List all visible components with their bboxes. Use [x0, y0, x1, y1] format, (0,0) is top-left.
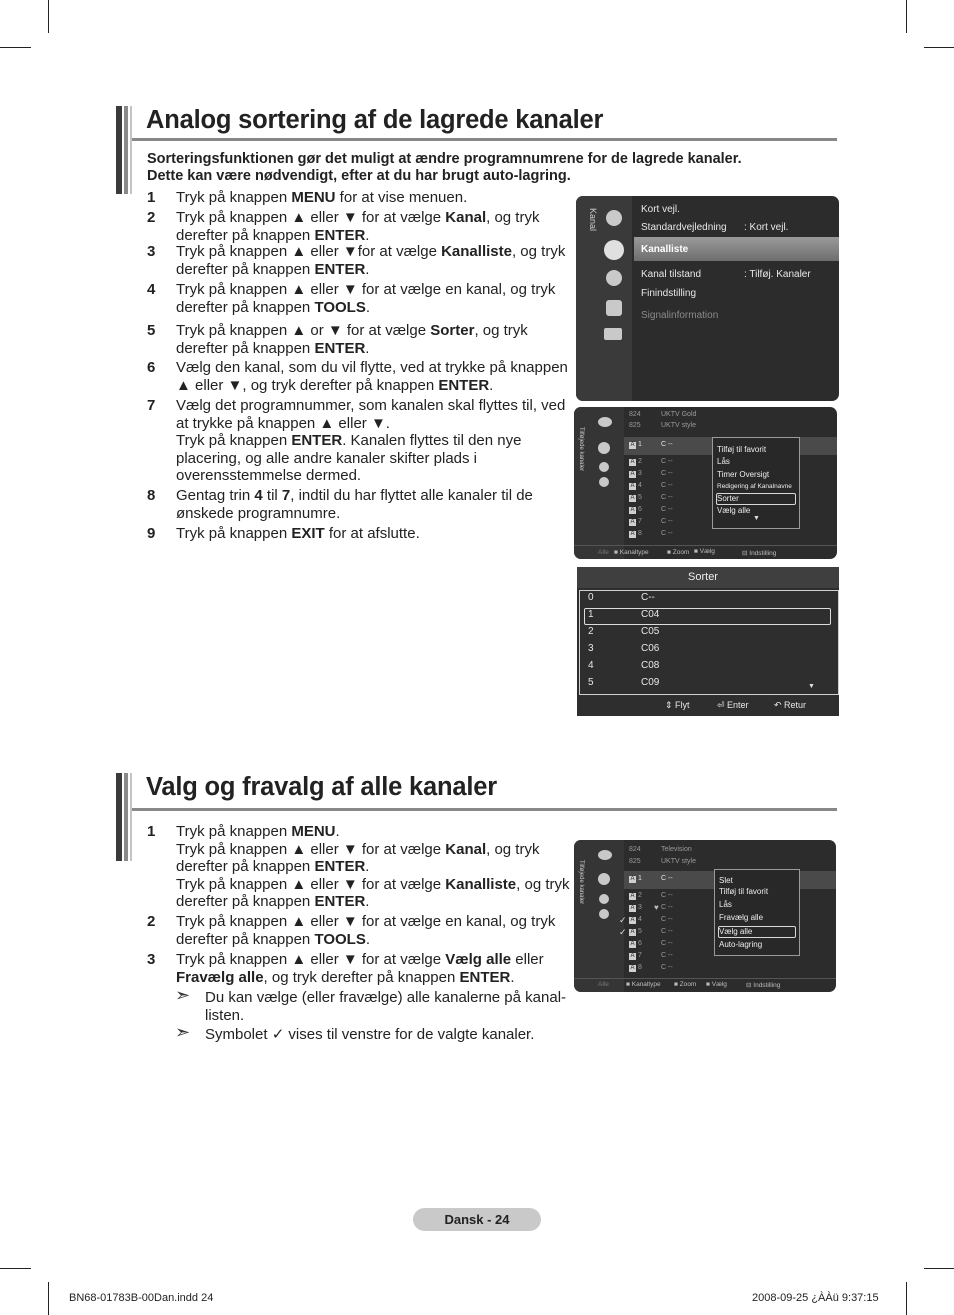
row-number: 4: [638, 482, 642, 489]
scroll-down-icon[interactable]: ▼: [808, 683, 815, 690]
intro-text: Sorteringsfunktionen gør det muligt at ændre programnumrene for de lagrede kanaler.: [147, 151, 742, 167]
row-channel[interactable]: C --: [661, 892, 673, 899]
sort-row-number: 1: [588, 609, 594, 620]
section-rule: [132, 138, 837, 141]
tools-item[interactable]: Lås: [719, 900, 732, 909]
all-channels-icon: [598, 850, 612, 860]
sort-selection: [584, 608, 831, 625]
menu-item-value: : Kort vejl.: [744, 222, 789, 233]
intro-text: Dette kan være nødvendigt, efter at du har brugt auto-lagring.: [147, 168, 571, 184]
input-icon: [606, 300, 622, 316]
tools-item[interactable]: Lås: [717, 457, 730, 466]
channel-icon: [604, 240, 624, 260]
analog-badge: A: [630, 495, 635, 501]
analog-badge: A: [630, 917, 635, 923]
check-icon: ✓: [619, 927, 627, 937]
analog-badge: A: [630, 519, 635, 525]
crop-mark: [924, 47, 954, 48]
sort-row-channel[interactable]: C05: [641, 626, 660, 637]
sort-row-channel[interactable]: C09: [641, 677, 660, 688]
crop-mark: [906, 0, 907, 33]
footer-label: ■ Kanaltype: [626, 981, 661, 988]
channel-name: UKTV Gold: [661, 411, 697, 418]
menu-item[interactable]: Kort vejl.: [641, 204, 680, 215]
picture-icon: [606, 210, 622, 226]
setup-icon: [606, 270, 622, 286]
analog-badge: A: [630, 893, 635, 899]
sort-row-channel[interactable]: C08: [641, 660, 660, 671]
list-category-label: Tilføjede kanaler: [578, 860, 584, 905]
menu-sidebar: [576, 196, 632, 401]
row-channel[interactable]: C --: [661, 964, 673, 971]
row-channel[interactable]: C --: [661, 441, 673, 448]
channel-number: 824: [629, 411, 641, 418]
sort-row-number: 5: [588, 677, 594, 688]
all-channels-icon: [598, 417, 612, 427]
footer-label: ■ Kanaltype: [614, 549, 649, 556]
row-channel[interactable]: C --: [661, 506, 673, 513]
added-channels-icon: [598, 442, 610, 454]
crop-mark: [48, 0, 49, 33]
row-channel[interactable]: C --: [661, 458, 673, 465]
tools-item[interactable]: Slet: [719, 876, 733, 885]
check-icon: ✓: [619, 915, 627, 925]
footer-label: ■ Vælg: [694, 548, 715, 555]
tools-item[interactable]: Vælg alle: [717, 506, 751, 515]
row-channel[interactable]: C --: [661, 904, 673, 911]
row-number: 2: [638, 892, 642, 899]
menu-item-selected[interactable]: Kanalliste: [641, 244, 689, 255]
row-number: 7: [638, 952, 642, 959]
tools-item[interactable]: Redigering af Kanalnavne: [717, 483, 792, 490]
footer-divider: [574, 978, 836, 979]
page-number: Dansk - 24: [413, 1208, 541, 1231]
row-channel[interactable]: C --: [661, 470, 673, 477]
print-timestamp: 2008-09-25 ¿ÀÀü 9:37:15: [752, 1292, 879, 1304]
tools-item[interactable]: Auto-lagring: [719, 940, 763, 949]
row-number: 1: [638, 875, 642, 882]
row-number: 6: [638, 940, 642, 947]
section-title: Valg og fravalg af alle kanaler: [146, 773, 497, 801]
analog-badge: A: [630, 531, 635, 537]
analog-badge: A: [630, 483, 635, 489]
scroll-down-icon[interactable]: ▼: [753, 515, 760, 522]
row-channel[interactable]: C --: [661, 875, 673, 882]
application-icon: [604, 328, 622, 340]
row-channel[interactable]: C --: [661, 482, 673, 489]
tools-item-selected[interactable]: Vælg alle: [719, 927, 753, 936]
section-rule: [132, 808, 837, 811]
crop-mark: [0, 47, 31, 48]
row-channel[interactable]: C --: [661, 530, 673, 537]
tools-item-selected[interactable]: Sorter: [717, 494, 739, 503]
row-channel[interactable]: C --: [661, 518, 673, 525]
analog-badge: A: [630, 442, 635, 448]
crop-mark: [906, 1282, 907, 1315]
row-channel[interactable]: C --: [661, 952, 673, 959]
channel-name: UKTV style: [661, 422, 697, 429]
tv-menu-screen: [576, 196, 839, 401]
tools-item[interactable]: Timer Oversigt: [717, 470, 770, 479]
row-number: 5: [638, 928, 642, 935]
sort-list-frame: [579, 590, 839, 695]
row-channel[interactable]: C --: [661, 916, 673, 923]
footer-move: ⇕ Flyt: [665, 700, 690, 710]
footer-label: ■ Zoom: [667, 549, 690, 556]
heart-icon: ♥: [654, 903, 659, 912]
channel-list-screen: [574, 840, 836, 992]
row-number: 2: [638, 458, 642, 465]
crop-mark: [924, 1268, 954, 1269]
list-category-label: Tilføjede kanaler: [578, 427, 584, 472]
analog-badge: A: [630, 905, 635, 911]
row-number: 3: [638, 470, 642, 477]
sort-row-channel[interactable]: C04: [641, 609, 660, 620]
footer-label: ■ Vælg: [706, 981, 727, 988]
row-number: 4: [638, 916, 642, 923]
analog-badge: A: [630, 929, 635, 935]
channel-list-screen: [574, 407, 837, 559]
analog-badge: A: [630, 941, 635, 947]
row-channel[interactable]: C --: [661, 940, 673, 947]
menu-category-label: Kanal: [588, 208, 598, 232]
sort-row-channel[interactable]: C--: [641, 592, 655, 603]
sort-title: Sorter: [688, 571, 718, 583]
footer-label: Alle: [598, 981, 609, 988]
footer-label: ⊟ Indstilling: [742, 550, 777, 557]
tools-item[interactable]: Fravælg alle: [719, 913, 764, 922]
sort-row-number: 4: [588, 660, 594, 671]
row-number: 8: [638, 530, 642, 537]
analog-badge: A: [630, 471, 635, 477]
crop-mark: [48, 1282, 49, 1315]
footer-label: ⊟ Indstilling: [746, 982, 781, 989]
menu-item-disabled: Signalinformation: [641, 310, 719, 321]
sort-row-number: 0: [588, 592, 594, 603]
row-channel[interactable]: C --: [661, 928, 673, 935]
added-channels-icon: [598, 873, 610, 885]
menu-item-value: : Tilføj. Kanaler: [744, 269, 811, 280]
footer-label: ■ Zoom: [674, 981, 697, 988]
analog-badge: A: [630, 953, 635, 959]
analog-badge: A: [630, 965, 635, 971]
channel-name: Television: [661, 846, 692, 853]
menu-item[interactable]: Standardvejledning: [641, 222, 727, 233]
footer-return: ↶ Retur: [774, 700, 807, 710]
favorite-icon: [599, 462, 609, 472]
tools-popup: [714, 869, 800, 956]
tools-item[interactable]: Tilføj til favorit: [719, 887, 769, 896]
row-number: 3: [638, 904, 642, 911]
channel-number: 825: [629, 858, 641, 865]
section-title: Analog sortering af de lagrede kanaler: [146, 106, 604, 134]
menu-item[interactable]: Kanal tilstand: [641, 269, 702, 280]
analog-badge: A: [630, 459, 635, 465]
row-number: 8: [638, 964, 642, 971]
tools-item[interactable]: Tilføj til favorit: [717, 445, 767, 454]
tools-popup: [712, 437, 800, 529]
footer-divider: [574, 545, 837, 546]
row-number: 1: [638, 441, 642, 448]
favorite-icon: [599, 894, 609, 904]
programmed-icon: [599, 909, 609, 919]
row-number: 7: [638, 518, 642, 525]
file-info: BN68-01783B-00Dan.indd 24: [69, 1292, 214, 1304]
sort-screen: [577, 567, 839, 716]
menu-item[interactable]: Finindstilling: [641, 288, 697, 299]
channel-name: UKTV style: [661, 858, 697, 865]
channel-number: 825: [629, 422, 641, 429]
sort-row-number: 3: [588, 643, 594, 654]
sort-row-number: 2: [588, 626, 594, 637]
programmed-icon: [599, 477, 609, 487]
row-channel[interactable]: C --: [661, 494, 673, 501]
analog-badge: A: [630, 876, 635, 882]
footer-enter: ⏎ Enter: [717, 700, 749, 710]
crop-mark: [0, 1268, 31, 1269]
channel-number: 824: [629, 846, 641, 853]
analog-badge: A: [630, 507, 635, 513]
footer-label: Alle: [598, 549, 609, 556]
sort-row-channel[interactable]: C06: [641, 643, 660, 654]
row-number: 6: [638, 506, 642, 513]
row-number: 5: [638, 494, 642, 501]
